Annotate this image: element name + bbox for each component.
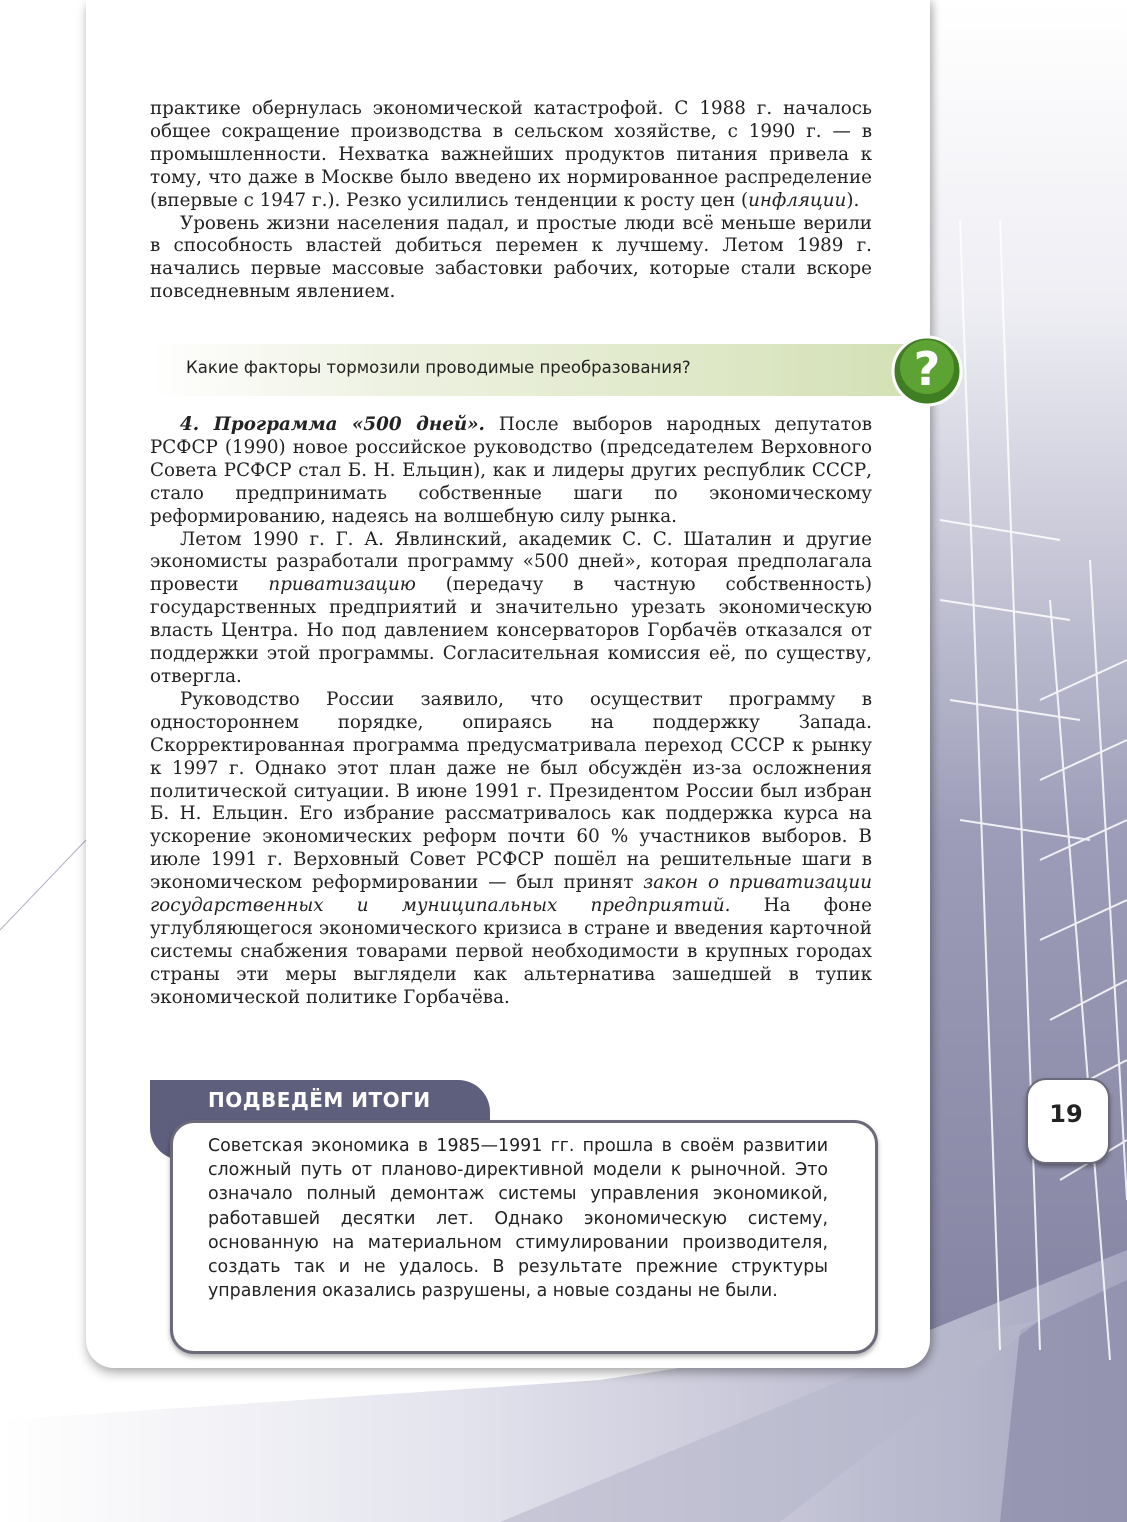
summary-title: ПОДВЕДЁМ ИТОГИ <box>208 1088 431 1112</box>
summary-text: Советская экономика в 1985—1991 гг. прошла в своём развитии сложный путь от планово-директивной модели к рыночной. Это означало полный демонтаж системы управления экономикой, работавшей десятки лет. Однако экономическую систему, основанную на материальном стимулировании производителя, создать так и не удалось. В результате прежние структуры управления оказались разрушены, а новые созданы не были. <box>208 1136 828 1302</box>
section-500-days <box>150 414 872 1010</box>
question-glyph: ? <box>913 342 941 396</box>
section-paragraph-3 <box>150 689 872 1010</box>
text-run: (передачу в частную собственность) государственных предприятий и значительно урезать экономическую власть Центра. Но под давлением консерваторов Горбачёв отказался от поддержки этой программы. Согласительная комиссия её, по существу, отвергла. <box>150 574 872 687</box>
term-privatization-law: закон о приватизации государственных и муниципальных предприятий. <box>150 872 872 917</box>
text-top <box>150 98 872 304</box>
section-paragraph-2 <box>150 529 872 689</box>
question-text: Какие факторы тормозили проводимые преобразования? <box>186 358 691 377</box>
question-mark-icon <box>888 334 966 408</box>
term-inflation: инфляции <box>748 189 847 211</box>
section-heading: 4. Программа «500 дней». <box>180 414 485 435</box>
paragraph-living-standard: Уровень жизни населения падал, и простые люди всё меньше верили в способность властей добиться перемен к лучшему. Летом 1989 г. начались первые массовые забастовки рабочих, которые стали вскоре повседневным явлением. <box>150 212 872 303</box>
text-run: практике обернулась экономической катастрофой. С 1988 г. началось общее сокращение производства в сельском хозяйстве, с 1990 г. — в промышленности. Нехватка важнейших продуктов питания привела к тому, что даже в Москве было введено их нормированное распределение (впервые с 1947 г.). Резко усилились тенденции к росту цен ( <box>150 98 872 211</box>
text-run: Летом 1990 г. Г. А. Явлинский, академик С. С. Шаталин и другие экономисты разработали программу «500 дней», которая предполагала провести <box>150 528 872 596</box>
term-privatization: приватизацию <box>268 574 416 596</box>
text-run: На фоне углубляющегося экономического кризиса в стране и введения карточной системы снабжения товарами первой необходимости в крупных городах страны эти меры выглядели как альтернатива зашедшей в тупик экономической политике Горбачёва. <box>150 895 872 1008</box>
section-paragraph-1 <box>150 414 872 529</box>
text-run: ). <box>846 189 860 211</box>
text-run: После выборов народных депутатов РСФСР (1990) новое российское руководство (председателем Верховного Совета РСФСР стал Б. Н. Ельцин), как и лидеры других республик СССР, стало предпринимать собственные шаги по экономическому реформированию, надеясь на волшебную силу рынка. <box>150 414 872 527</box>
paragraph-continuation <box>150 98 872 213</box>
text-run: Руководство России заявило, что осуществит программу в одностороннем порядке, опираясь на поддержку Запада. Скорректированная программа предусматривала переход СССР к рынку к 1997 г. Однако этот план даже не был обсуждён из-за осложнения политической ситуации. В июне 1991 г. Президентом России был избран Б. Н. Ельцин. Его избрание рассматривалось как поддержка курса на ускорение экономических реформ почти 60 % участников выборов. В июле 1991 г. Верховный Совет РСФСР пошёл на решительные шаги в экономическом реформировании — был принят <box>150 688 872 894</box>
page-number: 19 <box>1049 1100 1083 1128</box>
